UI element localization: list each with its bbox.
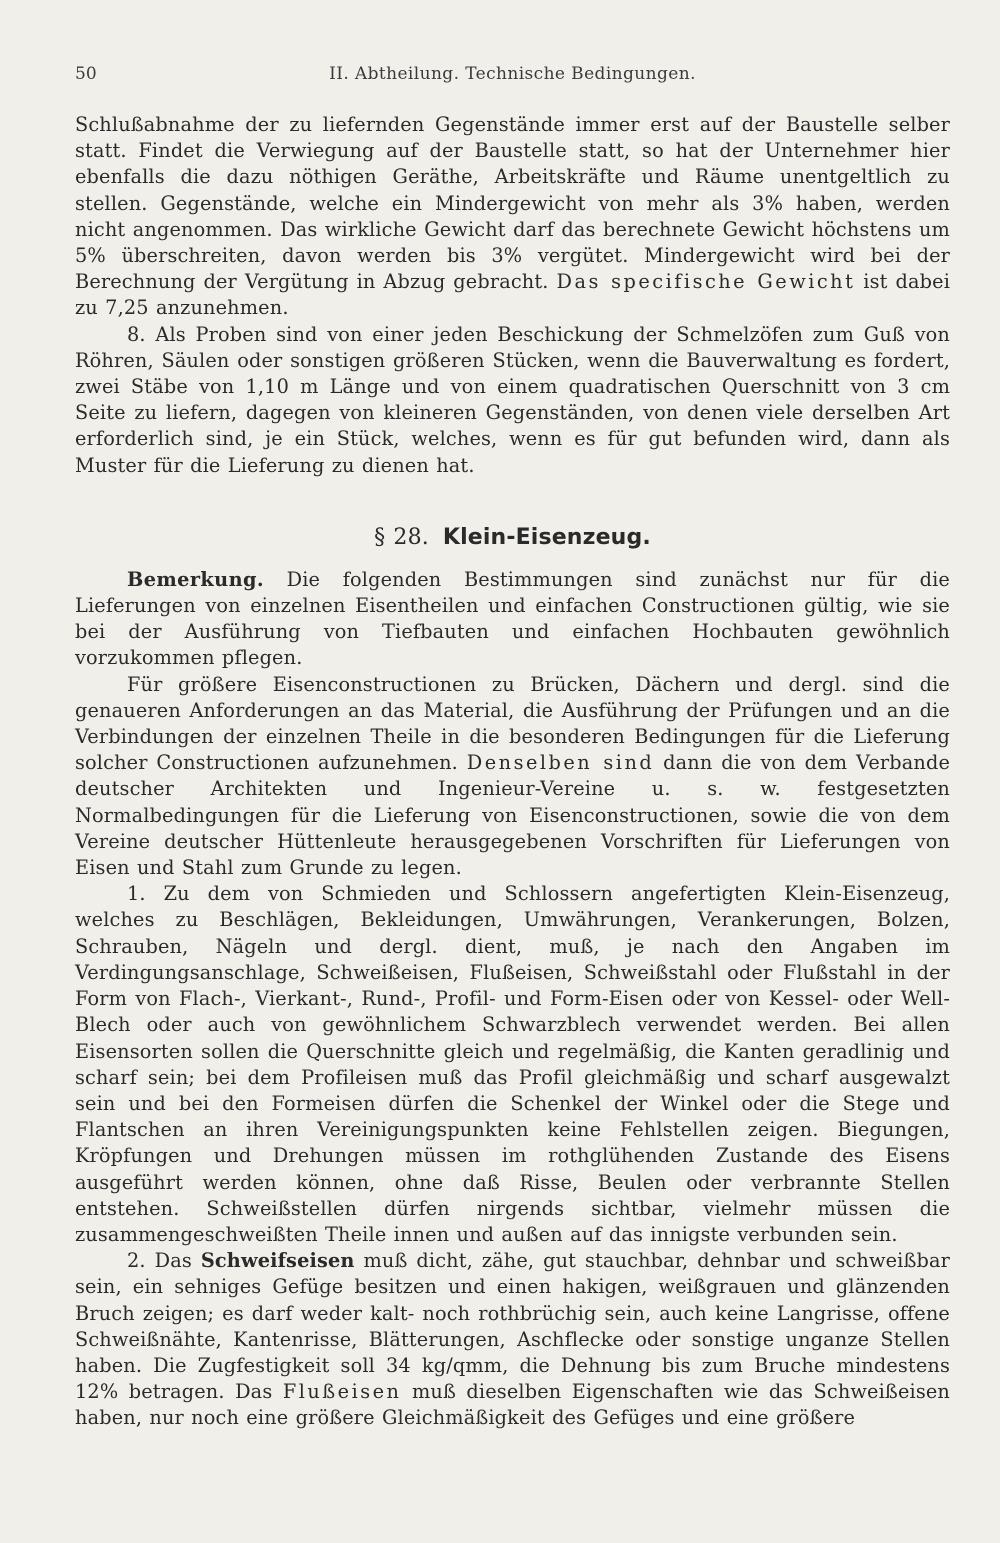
paragraph-text: Für größere Eisenconstructionen zu Brücken, Dächern und dergl. sind die genaueren Anforderungen an das Material, die Ausführung der Prüfungen und an die Verbindungen der einzelnen Theile in die besonderen Bedingungen für die Lieferung solcher Constructionen aufzunehmen. xyxy=(75,672,950,775)
remark-label: Bemerkung. xyxy=(127,567,264,591)
paragraph-text: ist dabei zu 7,25 anzunehmen. xyxy=(75,270,951,320)
paragraph-eisenconstructionen xyxy=(75,672,950,882)
bold-term: Schweifseisen xyxy=(200,1249,355,1273)
section-title: Klein-Eisenzeug. xyxy=(442,524,651,550)
spaced-emphasis: Denselben sind xyxy=(466,751,655,775)
paragraph-schweisseisen xyxy=(75,1248,950,1431)
paragraph-text: muß dieselben Eigenschaften wie das Schweißeisen haben, nur noch eine größere Gleichmäßigkeit des Gefüges und eine größere xyxy=(75,1380,951,1430)
page-number: 50 xyxy=(75,64,97,84)
paragraph-klein-eisenzeug: 1. Zu dem von Schmieden und Schlossern angefertigten Klein-Eisenzeug, welches zu Beschlägen, Bekleidungen, Umwährungen, Verankerungen, Bolzen, Schrauben, Nägeln und dergl. dient, muß, je nach den Angaben im Verdingungsanschlage, Schweißeisen, Flußeisen, Schweißstahl oder Flußstahl in der Form von Flach-, Vierkant-, Rund-, Profil- und Form-Eisen oder von Kessel- oder Well-Blech oder auch von gewöhnlichem Schwarzblech verwendet werden. Bei allen Eisensorten sollen die Querschnitte gleich und regelmäßig, die Kanten geradlinig und scharf sein; bei dem Profileisen muß das Profil gleichmäßig und scharf ausgewalzt sein und bei den Formeisen dürfen die Schenkel der Winkel oder die Stege und Flantschen an ihren Vereinigungspunkten keine Fehlstellen zeigen. Biegungen, Kröpfungen und Drehungen müssen im rothglühenden Zustande des Eisens ausgeführt werden können, ohne daß Risse, Beulen oder verbrannte Stellen entstehen. Schweißstellen dürfen nirgends sichtbar, vielmehr müssen die zusammengeschweißten Theile innen und außen auf das innigste verbunden sein. xyxy=(75,882,950,1246)
body-text xyxy=(75,112,950,1432)
running-title: II. Abtheilung. Technische Bedingungen. xyxy=(329,64,696,84)
paragraph-text: Schlußabnahme der zu liefernden Gegenstände immer erst auf der Baustelle selber statt. Findet die Verwiegung auf der Baustelle statt, so hat der Unternehmer hier ebenfalls die dazu nöthigen Geräthe, Arbeitskräfte und Räume unentgeltlich zu stellen. Gegenstände, welche ein Mindergewicht von mehr als 3% haben, werden nicht angenommen. Das wirkliche Gewicht darf das berechnete Gewicht höchstens um 5% überschreiten, davon werden bis 3% vergütet. Mindergewicht wird bei der Berechnung der Vergütung in Abzug gebracht. xyxy=(75,113,950,294)
section-number: § 28. xyxy=(374,524,429,550)
spaced-emphasis: Flußeisen xyxy=(282,1380,402,1404)
section-heading xyxy=(75,523,950,553)
paragraph-schlussabnahme xyxy=(75,112,950,322)
paragraph-text: dann die von dem Verbande deutscher Architekten und Ingenieur-Vereine u. s. w. festgesetzten Normalbedingungen für die Lieferung von Eisenconstructionen, sowie die von dem Vereine deutscher Hüttenleute herausgegebenen Vorschriften für Lieferungen von Eisen und Stahl zum Grunde zu legen. xyxy=(75,751,951,880)
paragraph-text: Die folgenden Bestimmungen sind zunächst nur für die Lieferungen von einzelnen Eisentheilen und einfachen Constructionen gültig, wie sie bei der Ausführung von Tiefbauten und einfachen Hochbauten gewöhnlich vorzukommen pflegen. xyxy=(75,567,950,670)
paragraph-text: muß dicht, zähe, gut stauchbar, dehnbar und schweißbar sein, ein sehniges Gefüge besitzen und einen hakigen, weißgrauen und glänzenden Bruch zeigen; es darf weder kalt- noch rothbrüchig sein, auch keine Langrisse, offene Schweißnähte, Kantenrisse, Blätterungen, Aschflecke oder sonstige unganze Stellen haben. Die Zugfestigkeit soll 34 kg/qmm, die Dehnung bis zum Bruche mindestens 12% betragen. Das xyxy=(75,1249,951,1404)
running-header xyxy=(75,64,950,94)
paragraph-proben: 8. Als Proben sind von einer jeden Beschickung der Schmelzöfen zum Guß von Röhren, Säulen oder sonstigen größeren Stücken, wenn die Bauverwaltung es fordert, zwei Stäbe von 1,10 m Länge und von einem quadratischen Querschnitt von 3 cm Seite zu liefern, dagegen von kleineren Gegenständen, von denen viele derselben Art erforderlich sind, je ein Stück, welches, wenn es für gut befunden wird, dann als Muster für die Lieferung zu dienen hat. xyxy=(75,322,950,477)
paragraph-bemerkung xyxy=(75,567,950,672)
spaced-emphasis: Das specifische Gewicht xyxy=(556,270,856,294)
paragraph-text: 2. Das xyxy=(127,1249,192,1273)
